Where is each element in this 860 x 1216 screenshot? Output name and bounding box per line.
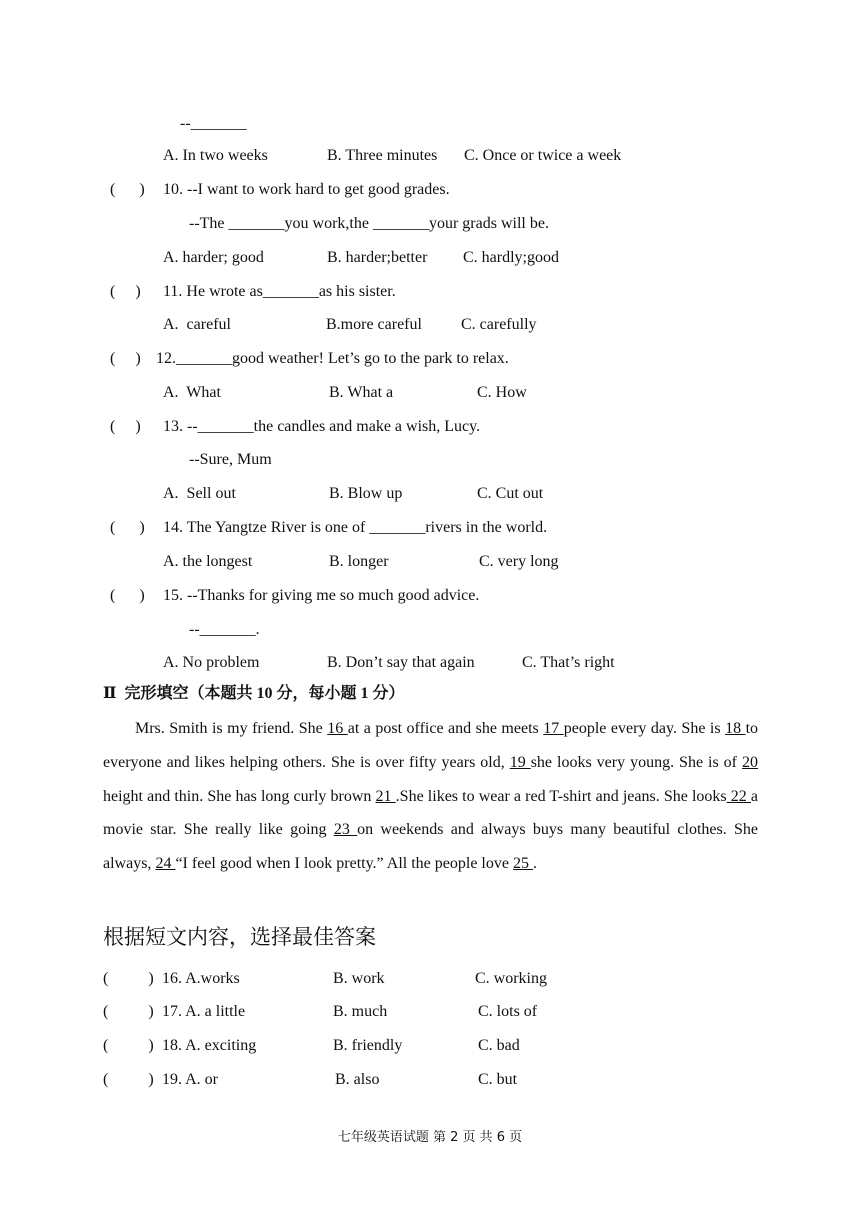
q13-line2: --Sure, Mum	[189, 451, 272, 468]
q15-option-b: B. Don’t say that again	[327, 654, 475, 671]
q10-option-b: B. harder;better	[327, 249, 428, 266]
q12-stem: 12._______good weather! Let’s go to the park to relax.	[156, 350, 509, 367]
q10-option-a: A. harder; good	[163, 249, 264, 266]
blank-20: 20	[742, 753, 758, 771]
q11-answer-bracket: ( )	[110, 283, 141, 300]
q9-answer-blank: --_______	[180, 115, 247, 132]
blank-18: 18	[725, 720, 746, 737]
section-heading	[103, 683, 405, 705]
q17-stem: 17. A. a little	[162, 1003, 246, 1020]
q11-stem: 11. He wrote as_______as his sister.	[163, 283, 396, 300]
q14-option-a: A. the longest	[163, 553, 253, 570]
q17-option-b: B. much	[333, 1003, 388, 1020]
q12-option-b: B. What a	[329, 384, 394, 401]
q14-answer-bracket: ( )	[110, 519, 145, 536]
blank-22: 22	[726, 787, 751, 805]
q15-answer-bracket: ( )	[110, 587, 145, 604]
passage-text: on weekends and always buys many beautiful clothes. She always,	[103, 821, 759, 873]
q18-option-c: C. bad	[478, 1037, 520, 1054]
passage-text: at a post office and she meets	[347, 720, 544, 737]
q10-option-c: C. hardly;good	[463, 249, 559, 266]
q10-stem: 10. --I want to work hard to get good grades.	[163, 181, 450, 198]
q16-option-c: C. working	[475, 970, 547, 987]
passage-text: a movie star. She really like going	[103, 787, 759, 839]
q13-option-a: A. Sell out	[163, 485, 236, 502]
q9-option-b: B. Three minutes	[327, 147, 438, 164]
q19-stem: 19. A. or	[162, 1071, 218, 1088]
passage-text: height and thin. She has long curly brown	[103, 787, 376, 805]
q13-answer-bracket: ( )	[110, 418, 141, 435]
q11-option-b: B.more careful	[326, 316, 422, 333]
q17-option-c: C. lots of	[478, 1003, 538, 1020]
q13-stem: 13. --_______the candles and make a wish, Lucy.	[163, 418, 481, 435]
q16-stem: 16. A.works	[162, 970, 240, 987]
section-title: 完形填空（本题共 10 分，每小题 1 分）	[124, 685, 405, 702]
instruction-heading: 根据短文内容，选择最佳答案	[103, 925, 376, 949]
q14-stem: 14. The Yangtze River is one of _______rivers in the world.	[163, 519, 548, 536]
blank-16: 16	[327, 720, 348, 737]
section-numeral: Ⅱ	[103, 685, 117, 702]
q15-option-c: C. That’s right	[522, 654, 615, 671]
blank-19: 19	[509, 753, 531, 771]
blank-21: 21	[375, 787, 396, 805]
q16-option-b: B. work	[333, 970, 385, 987]
q15-line2: --_______.	[189, 621, 260, 638]
passage-text: people every day. She is	[563, 720, 726, 737]
blank-23: 23	[333, 821, 358, 839]
q15-option-a: A. No problem	[163, 654, 260, 671]
q12-answer-bracket: ( )	[110, 350, 141, 367]
cloze-passage	[103, 712, 758, 881]
q16-answer-bracket: ( )	[103, 970, 154, 987]
q11-option-a: A. careful	[163, 316, 231, 333]
q12-option-c: C. How	[477, 384, 527, 401]
q19-option-b: B. also	[335, 1071, 380, 1088]
q9-option-c: C. Once or twice a week	[464, 147, 622, 164]
q11-option-c: C. carefully	[461, 316, 537, 333]
q18-stem: 18. A. exciting	[162, 1037, 257, 1054]
passage-text: she looks very young. She is of	[530, 753, 742, 771]
passage-text: “I feel good when I look pretty.” All the people love	[175, 855, 513, 873]
passage-text: to everyone and likes helping others. She is over fifty years old,	[103, 720, 759, 771]
q10-answer-bracket: ( )	[110, 181, 145, 198]
blank-17: 17	[543, 720, 564, 737]
q18-option-b: B. friendly	[333, 1037, 403, 1054]
blank-24: 24	[155, 855, 176, 873]
q10-line2: --The _______you work,the _______your grads will be.	[189, 215, 549, 232]
q15-stem: 15. --Thanks for giving me so much good advice.	[163, 587, 480, 604]
q12-option-a: A. What	[163, 384, 221, 401]
q13-option-b: B. Blow up	[329, 485, 403, 502]
q19-answer-bracket: ( )	[103, 1071, 154, 1088]
q18-answer-bracket: ( )	[103, 1037, 154, 1054]
q19-option-c: C. but	[478, 1071, 518, 1088]
passage-text: Mrs. Smith is my friend. She	[135, 720, 328, 737]
blank-25: 25	[512, 855, 533, 873]
q9-option-a: A. In two weeks	[163, 147, 268, 164]
passage-text: .	[532, 855, 537, 873]
q14-option-c: C. very long	[479, 553, 559, 570]
passage-text: .She likes to wear a red T-shirt and jeans. She looks	[395, 787, 727, 805]
q14-option-b: B. longer	[329, 553, 389, 570]
q17-answer-bracket: ( )	[103, 1003, 154, 1020]
page-footer: 七年级英语试题 第 2 页 共 6 页	[337, 1130, 523, 1145]
q13-option-c: C. Cut out	[477, 485, 544, 502]
